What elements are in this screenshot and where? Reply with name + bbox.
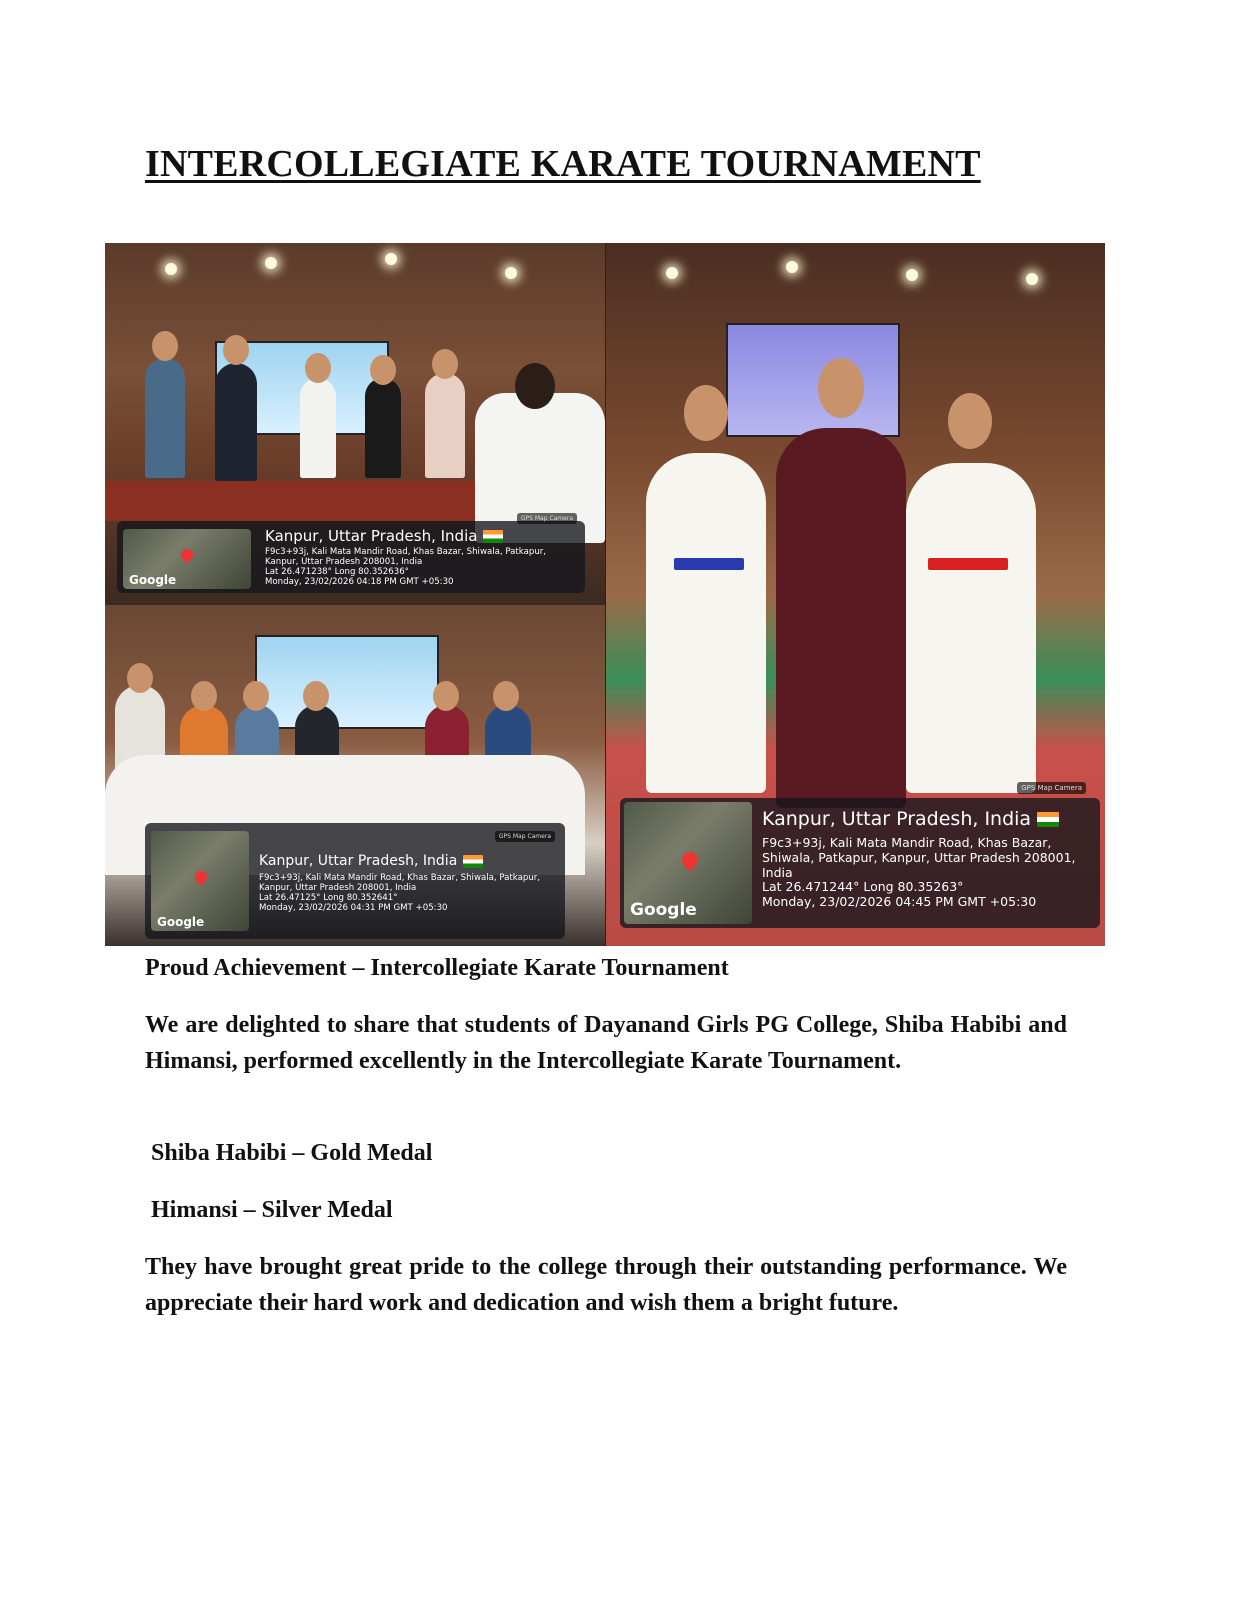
photo-collage — [105, 243, 1105, 946]
gold-medal-line: Shiba Habibi – Gold Medal — [151, 1140, 433, 1166]
geotag-datetime: Monday, 23/02/2026 04:31 PM GMT +05:30 — [259, 903, 448, 914]
map-thumbnail — [123, 529, 251, 589]
map-thumbnail — [624, 802, 752, 924]
india-flag-icon — [483, 530, 503, 543]
geotag-address: F9c3+93j, Kali Mata Mandir Road, Khas Bazar, Shiwala, Patkapur, Kanpur, Uttar Pradesh 208001, India — [259, 873, 541, 894]
geotag-overlay — [620, 784, 1100, 928]
map-pin-icon — [179, 547, 196, 564]
geotag-details — [265, 547, 575, 588]
app-badge: GPS Map Camera — [495, 831, 555, 842]
geotag-coords: Lat 26.47125° Long 80.352641° — [259, 893, 398, 904]
closing-paragraph: They have brought great pride to the college through their outstanding performance. We appreciate their hard work and dedication and wish them a bright future. — [145, 1254, 1067, 1316]
geotag-datetime: Monday, 23/02/2026 04:45 PM GMT +05:30 — [762, 894, 1037, 909]
photo-stage-ceremony — [105, 243, 605, 605]
geotag-details — [762, 836, 1082, 910]
page-title: INTERCOLLEGIATE KARATE TOURNAMENT — [145, 143, 981, 185]
google-logo: Google — [630, 900, 697, 920]
photo-group — [105, 605, 605, 946]
geotag-details — [259, 873, 549, 914]
map-pin-icon — [193, 869, 210, 886]
india-flag-icon — [1037, 812, 1059, 827]
silver-medal-line: Himansi – Silver Medal — [151, 1197, 393, 1223]
geotag-overlay — [145, 823, 565, 939]
app-badge: GPS Map Camera — [1017, 782, 1086, 794]
photo-medal-winners — [606, 243, 1105, 946]
map-pin-icon — [679, 849, 702, 872]
achievement-heading: Proud Achievement – Intercollegiate Karate Tournament — [145, 955, 729, 981]
geotag-coords: Lat 26.471244° Long 80.35263° — [762, 879, 964, 895]
google-logo: Google — [129, 573, 177, 587]
map-thumbnail — [151, 831, 249, 931]
geotag-address: F9c3+93j, Kali Mata Mandir Road, Khas Bazar, Shiwala, Patkapur, Kanpur, Uttar Pradesh 208001, India — [265, 547, 547, 568]
geotag-overlay — [117, 515, 585, 593]
location-title: Kanpur, Uttar Pradesh, India — [265, 527, 503, 545]
geotag-address: F9c3+93j, Kali Mata Mandir Road, Khas Bazar, Shiwala, Patkapur, Kanpur, Uttar Pradesh 208001, India — [762, 835, 1076, 880]
india-flag-icon — [463, 855, 483, 868]
announcement-paragraph: We are delighted to share that students of Dayanand Girls PG College, Shiba Habibi and Himansi, performed excellently in the Intercollegiate Karate Tournament. — [145, 1012, 1067, 1074]
google-logo: Google — [157, 915, 205, 929]
location-title: Kanpur, Uttar Pradesh, India — [762, 808, 1059, 830]
location-title: Kanpur, Uttar Pradesh, India — [259, 853, 483, 869]
geotag-datetime: Monday, 23/02/2026 04:18 PM GMT +05:30 — [265, 577, 454, 588]
app-badge: GPS Map Camera — [517, 513, 577, 524]
geotag-coords: Lat 26.471238° Long 80.352636° — [265, 567, 409, 578]
